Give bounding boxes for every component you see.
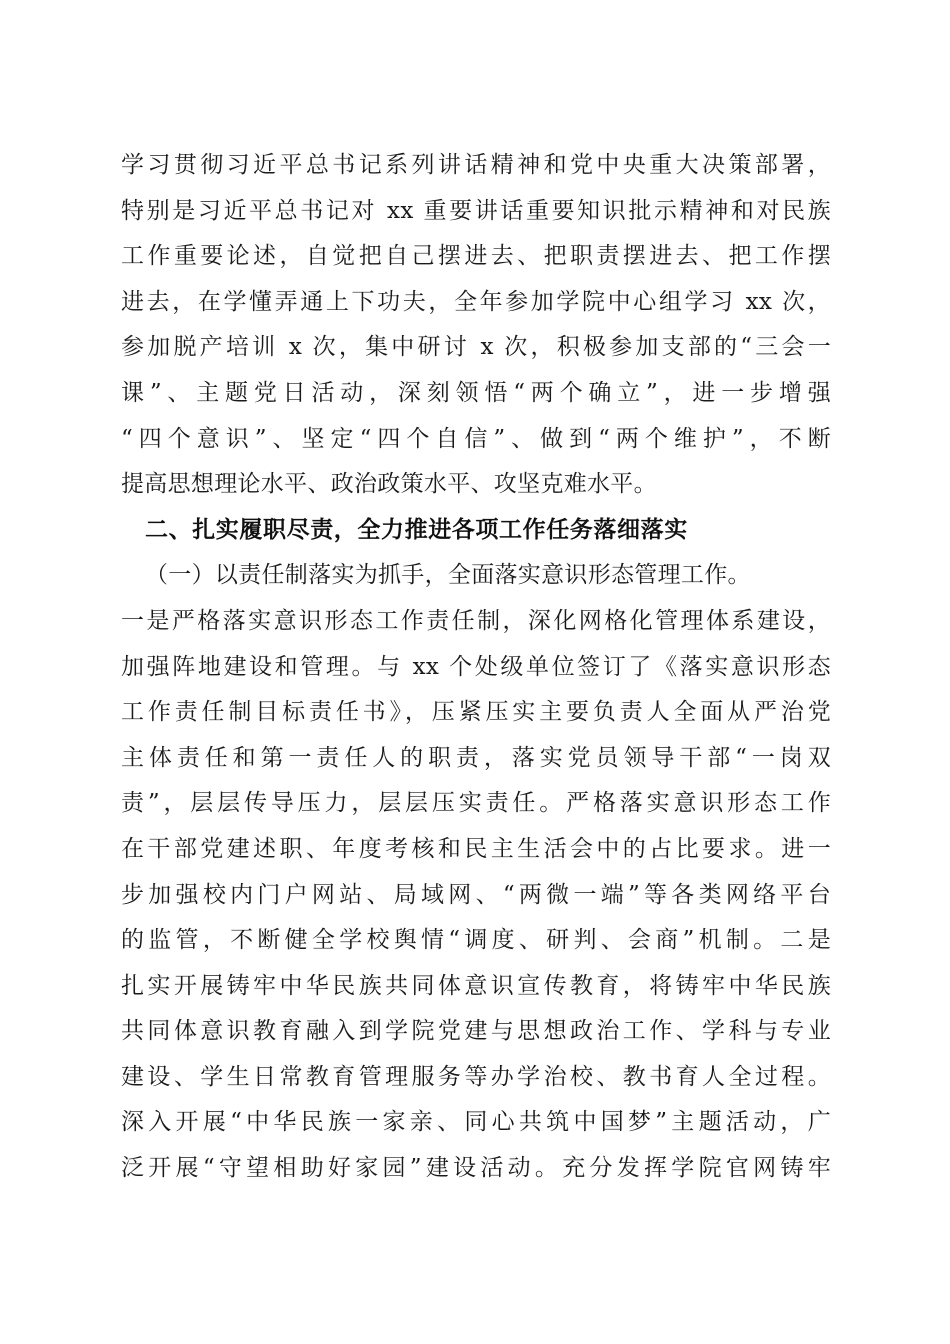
- paragraph-line: 主体责任和第一责任人的职责，落实党员领导干部“一岗双: [121, 744, 831, 771]
- paragraph-line: 工作重要论述，自觉把自己摆进去、把职责摆进去、把工作摆: [121, 243, 831, 270]
- paragraph-line: 参加脱产培训 x 次，集中研讨 x 次，积极参加支部的“三会一: [121, 334, 831, 361]
- paragraph-line: 共同体意识教育融入到学院党建与思想政治工作、学科与专业: [121, 1018, 831, 1045]
- paragraph-line: 的监管，不断健全学校舆情“调度、研判、会商”机制。二是: [121, 927, 831, 954]
- subsection-heading: （一）以责任制落实为抓手，全面落实意识形态管理工作。: [145, 562, 751, 589]
- paragraph-line: 特别是习近平总书记对 xx 重要讲话重要知识批示精神和对民族: [121, 197, 831, 224]
- paragraph-line: 提高思想理论水平、政治政策水平、攻坚克难水平。: [121, 471, 657, 498]
- paragraph-line: 建设、学生日常教育管理服务等办学治校、教书育人全过程。: [121, 1063, 831, 1090]
- paragraph-line: 责”，层层传导压力，层层压实责任。严格落实意识形态工作: [121, 790, 831, 817]
- paragraph-line: 深入开展“中华民族一家亲、同心共筑中国梦”主题活动，广: [121, 1109, 831, 1136]
- document-body: [121, 143, 831, 1192]
- paragraph-line: 扎实开展铸牢中华民族共同体意识宣传教育，将铸牢中华民族: [121, 972, 831, 999]
- paragraph-line: 泛开展“守望相助好家园”建设活动。充分发挥学院官网铸牢: [121, 1155, 831, 1182]
- paragraph-line: 在干部党建述职、年度考核和民主生活会中的占比要求。进一: [121, 835, 831, 862]
- paragraph-line: “四个意识”、坚定“四个自信”、做到“两个维护”，不断: [121, 425, 831, 452]
- paragraph-line: 一是严格落实意识形态工作责任制，深化网格化管理体系建设，: [121, 607, 831, 634]
- paragraph-line: 步加强校内门户网站、局域网、“两微一端”等各类网络平台: [121, 881, 831, 908]
- paragraph-line: 学习贯彻习近平总书记系列讲话精神和党中央重大决策部署，: [121, 152, 831, 178]
- section-heading: 二、扎实履职尽责，全力推进各项工作任务落细落实: [145, 516, 688, 543]
- paragraph-line: 加强阵地建设和管理。与 xx 个处级单位签订了《落实意识形态: [121, 653, 831, 680]
- paragraph-line: 课”、主题党日活动，深刻领悟“两个确立”，进一步增强: [121, 379, 831, 406]
- paragraph-line: 工作责任制目标责任书》，压紧压实主要负责人全面从严治党: [121, 699, 831, 726]
- paragraph-line: 进去，在学懂弄通上下功夫，全年参加学院中心组学习 xx 次，: [121, 288, 831, 315]
